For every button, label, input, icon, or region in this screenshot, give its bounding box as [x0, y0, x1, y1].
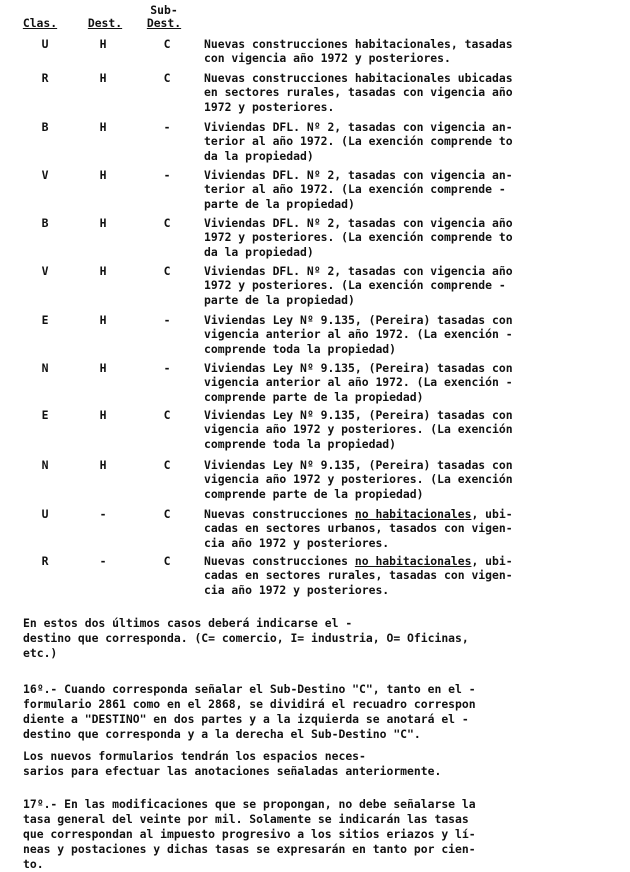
- note-paragraph: En estos dos últimos casos deberá indicarse el - destino que corresponda. (C= comercio, I= industria, O= Oficinas, etc.): [23, 616, 469, 660]
- clas-code: E: [41, 408, 49, 422]
- item-16-paragraph: 16º.- Cuando corresponda señalar el Sub-Destino "C", tanto en el - formulario 2861 como en el 2868, se dividirá el recuadro correspon diente a "DESTINO" en dos partes y a la izquierda se anotará el - destino que corresponda y a la derecha el Sub-Destino "C".: [23, 682, 476, 741]
- header-sub-line1: Sub-: [150, 3, 178, 17]
- clas-code: V: [41, 264, 49, 278]
- row-description: Viviendas Ley Nº 9.135, (Pereira) tasadas con vigencia año 1972 y posteriores. (La exención comprende toda la propiedad): [204, 408, 513, 451]
- row-text-start: Nuevas construcciones: [204, 554, 355, 568]
- row-text-end: , ubi- cadas en sectores urbanos, tasados con vigen- cia año 1972 y posteriores.: [204, 507, 513, 550]
- sub-dest-code: C: [163, 554, 171, 568]
- row-description: Viviendas DFL. Nº 2, tasadas con vigencia año 1972 y posteriores. (La exención comprende to da la propiedad): [204, 216, 513, 259]
- row-description: [204, 554, 604, 597]
- clas-code: U: [41, 507, 49, 521]
- dest-code: -: [99, 507, 107, 521]
- sub-dest-code: C: [163, 37, 171, 51]
- clas-code: V: [41, 168, 49, 182]
- table-header: [18, 2, 198, 34]
- sub-dest-code: C: [163, 507, 171, 521]
- sub-dest-code: -: [163, 120, 171, 134]
- sub-dest-code: C: [163, 264, 171, 278]
- dest-code: H: [99, 361, 107, 375]
- dest-code: H: [99, 313, 107, 327]
- sub-dest-code: C: [163, 71, 171, 85]
- row-description: [204, 507, 604, 550]
- header-sub-line2: Dest.: [146, 16, 182, 30]
- row-description: Nuevas construcciones habitacionales, tasadas con vigencia año 1972 y posteriores.: [204, 37, 513, 66]
- sub-dest-code: C: [163, 216, 171, 230]
- sub-dest-code: -: [163, 313, 171, 327]
- clas-code: N: [41, 361, 49, 375]
- sub-dest-code: C: [163, 458, 171, 472]
- row-description: Viviendas Ley Nº 9.135, (Pereira) tasadas con vigencia anterior al año 1972. (La exención - comprende parte de la propiedad): [204, 361, 513, 404]
- item-17-paragraph: 17º.- En las modificaciones que se propongan, no debe señalarse la tasa general del veinte por mil. Solamente se indicarán las tasas que correspondan al impuesto progresivo a los sitios eriazos y lí- neas y postaciones y dichas tasas se expresarán en tanto por cien- to.: [23, 797, 476, 871]
- row-description: Viviendas Ley Nº 9.135, (Pereira) tasadas con vigencia año 1972 y posteriores. (La exención comprende parte de la propiedad): [204, 458, 513, 501]
- clas-code: U: [41, 37, 49, 51]
- dest-code: H: [99, 216, 107, 230]
- dest-code: H: [99, 71, 107, 85]
- underlined-term: no habitacionales: [354, 554, 472, 568]
- dest-code: H: [99, 408, 107, 422]
- new-forms-paragraph: Los nuevos formularios tendrán los espacios neces- sarios para efectuar las anotaciones señaladas anteriormente.: [23, 749, 442, 778]
- clas-code: B: [41, 216, 49, 230]
- dest-code: H: [99, 458, 107, 472]
- dest-code: H: [99, 168, 107, 182]
- row-description: Nuevas construcciones habitacionales ubicadas en sectores rurales, tasadas con vigencia año 1972 y posteriores.: [204, 71, 513, 114]
- row-text-start: Nuevas construcciones: [204, 507, 355, 521]
- row-description: Viviendas DFL. Nº 2, tasadas con vigencia año 1972 y posteriores. (La exención comprende - parte de la propiedad): [204, 264, 513, 307]
- row-description: Viviendas DFL. Nº 2, tasadas con vigencia an- terior al año 1972. (La exención comprende - parte de la propiedad): [204, 168, 513, 211]
- dest-code: H: [99, 264, 107, 278]
- sub-dest-code: C: [163, 408, 171, 422]
- header-clas: Clas.: [22, 16, 58, 30]
- clas-code: N: [41, 458, 49, 472]
- sub-dest-code: -: [163, 168, 171, 182]
- clas-code: E: [41, 313, 49, 327]
- sub-dest-code: -: [163, 361, 171, 375]
- row-description: Viviendas DFL. Nº 2, tasadas con vigencia an- terior al año 1972. (La exención comprende to da la propiedad): [204, 120, 513, 163]
- header-dest: Dest.: [87, 16, 123, 30]
- clas-code: B: [41, 120, 49, 134]
- underlined-term: no habitacionales: [354, 507, 472, 521]
- dest-code: -: [99, 554, 107, 568]
- clas-code: R: [41, 71, 49, 85]
- row-text-end: , ubi- cadas en sectores rurales, tasadas con vigen- cia año 1972 y posteriores.: [204, 554, 513, 597]
- dest-code: H: [99, 120, 107, 134]
- dest-code: H: [99, 37, 107, 51]
- row-description: Viviendas Ley Nº 9.135, (Pereira) tasadas con vigencia anterior al año 1972. (La exención - comprende toda la propiedad): [204, 313, 513, 356]
- clas-code: R: [41, 554, 49, 568]
